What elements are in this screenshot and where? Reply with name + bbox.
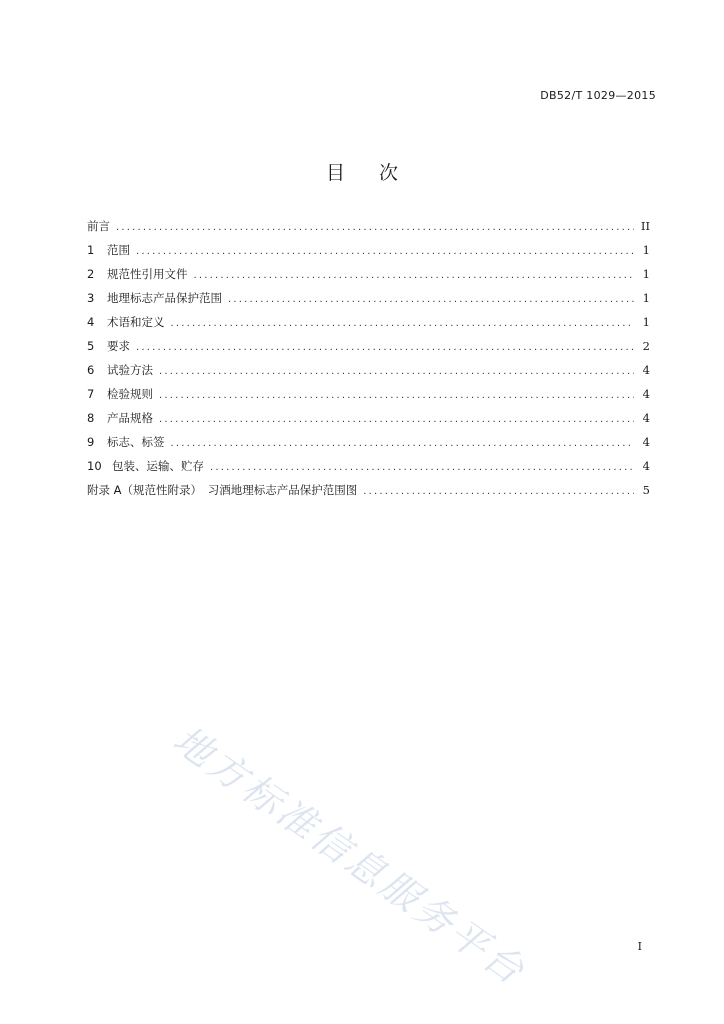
toc-entry-number: 2 xyxy=(87,267,95,281)
toc-entry-page: 4 xyxy=(642,411,650,425)
toc-entry-5[interactable] xyxy=(87,338,650,362)
toc-entry-number: 4 xyxy=(87,315,95,329)
toc-entry-text: 标志、标签 xyxy=(107,435,165,449)
toc-entry-text: 前言 xyxy=(87,219,110,233)
toc-entry-number: 3 xyxy=(87,291,95,305)
toc-leader-dots xyxy=(116,222,634,233)
toc-entry-1[interactable] xyxy=(87,242,650,266)
toc-leader-dots xyxy=(136,342,634,353)
toc-entry-text: 附录 A（规范性附录） 习酒地理标志产品保护范围图 xyxy=(87,483,358,497)
toc-entry-text: 试验方法 xyxy=(107,363,153,377)
toc-entry-page: 1 xyxy=(642,315,650,329)
toc-leader-dots xyxy=(171,438,635,449)
toc-entry-text: 范围 xyxy=(107,243,130,257)
toc-entry-text: 要求 xyxy=(107,339,130,353)
toc-entry-8[interactable] xyxy=(87,410,650,434)
toc-leader-dots xyxy=(159,366,634,377)
toc-entry-number: 9 xyxy=(87,435,95,449)
toc-entry-page: 4 xyxy=(642,459,650,473)
toc-entry-number: 8 xyxy=(87,411,95,425)
toc-entry-text: 地理标志产品保护范围 xyxy=(107,291,222,305)
toc-leader-dots xyxy=(159,390,634,401)
toc-entry-text: 术语和定义 xyxy=(107,315,165,329)
toc-leader-dots xyxy=(228,294,634,305)
toc-entry-appendix-a[interactable] xyxy=(87,482,650,506)
toc-entry-number: 6 xyxy=(87,363,95,377)
page-number: I xyxy=(637,940,642,953)
toc-entry-page: 2 xyxy=(642,339,650,353)
document-code: DB52/T 1029—2015 xyxy=(540,89,656,102)
toc-entry-6[interactable] xyxy=(87,362,650,386)
toc-entry-3[interactable] xyxy=(87,290,650,314)
toc-leader-dots xyxy=(210,462,634,473)
toc-entry-number: 5 xyxy=(87,339,95,353)
watermark: 地方标准信息服务平台 xyxy=(165,717,535,995)
toc-entry-text: 包装、运输、贮存 xyxy=(112,459,204,473)
toc-leader-dots xyxy=(363,486,634,497)
toc-entry-page: 4 xyxy=(642,363,650,377)
toc-entry-page: 1 xyxy=(642,267,650,281)
toc-entry-7[interactable] xyxy=(87,386,650,410)
page-title xyxy=(0,158,724,185)
toc-entry-page: 1 xyxy=(642,291,650,305)
toc-entry-page: 1 xyxy=(642,243,650,257)
toc-entry-preface[interactable] xyxy=(87,218,650,242)
toc-entry-page: 4 xyxy=(642,435,650,449)
toc-entry-text: 规范性引用文件 xyxy=(107,267,188,281)
toc-entry-page: II xyxy=(640,219,650,233)
toc-leader-dots xyxy=(171,318,635,329)
toc-entry-number: 1 xyxy=(87,243,95,257)
toc-entry-9[interactable] xyxy=(87,434,650,458)
toc-entry-page: 5 xyxy=(642,483,650,497)
toc-entry-text: 检验规则 xyxy=(107,387,153,401)
toc-entry-page: 4 xyxy=(642,387,650,401)
toc-leader-dots xyxy=(159,414,634,425)
toc-leader-dots xyxy=(194,270,635,281)
title-part-2: 次 xyxy=(379,162,399,184)
toc-entry-number: 7 xyxy=(87,387,95,401)
toc-leader-dots xyxy=(136,246,634,257)
toc-entry-10[interactable] xyxy=(87,458,650,482)
toc-entry-2[interactable] xyxy=(87,266,650,290)
toc-entry-number: 10 xyxy=(87,459,102,473)
toc-entry-text: 产品规格 xyxy=(107,411,153,425)
table-of-contents xyxy=(87,218,650,506)
toc-entry-4[interactable] xyxy=(87,314,650,338)
title-part-1: 目 xyxy=(325,162,345,184)
